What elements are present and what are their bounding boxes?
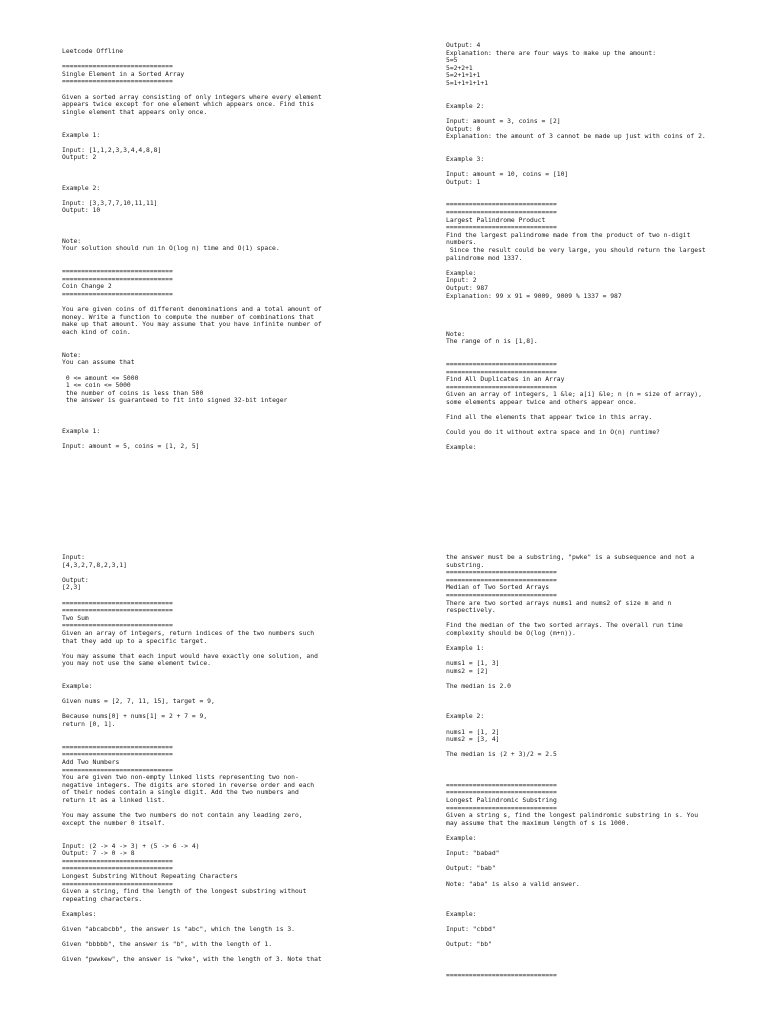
text-line: of their nodes contain a single digit. Add the two numbers and xyxy=(62,789,299,797)
text-line: Given an array of integers, return indices of the two numbers such xyxy=(62,629,315,637)
text-line: You can assume that xyxy=(62,359,135,367)
text-line: Output: 1 xyxy=(446,178,481,186)
text-line: the answer is guaranteed to fit into signed 32-bit integer xyxy=(62,397,288,405)
blank-line xyxy=(446,653,736,661)
separator-line: ============================= xyxy=(446,591,557,599)
blank-line xyxy=(446,638,736,646)
text-line: 5=1+1+1+1+1 xyxy=(446,79,489,87)
blank-line xyxy=(62,736,352,744)
separator-line: ============================= xyxy=(62,622,173,630)
separator-line: ============================= xyxy=(62,63,173,71)
blank-line xyxy=(446,194,736,202)
separator-line: ============================= xyxy=(446,209,557,217)
document-page-3 xyxy=(0,512,384,1024)
text-line: Output: 10 xyxy=(62,207,101,215)
text-line: numbers. xyxy=(446,239,477,247)
text-line: Median of Two Sorted Arrays xyxy=(446,584,550,592)
blank-line xyxy=(62,223,352,231)
text-line: 5=2+2+1 xyxy=(446,64,473,72)
blank-line xyxy=(62,934,352,942)
separator-line: ============================= xyxy=(62,880,173,888)
text-line: Largest Palindrome Product xyxy=(446,216,546,224)
text-line: Example: xyxy=(446,269,477,277)
text-line: Explanation: there are four ways to make up the amount: xyxy=(446,49,657,57)
text-line: nums2 = [3, 4] xyxy=(446,736,500,744)
text-line: may assume that the maximum length of s is 1000. xyxy=(446,819,630,827)
blank-line xyxy=(446,315,736,323)
text-line: return it as a linked list. xyxy=(62,797,166,804)
text-line: Input: amount = 10, coins = [10] xyxy=(446,171,569,179)
blank-line xyxy=(62,805,352,813)
blank-line xyxy=(446,721,736,729)
blank-line xyxy=(446,774,736,782)
blank-line xyxy=(62,162,352,170)
separator-line: ============================= xyxy=(446,368,557,376)
blank-line xyxy=(62,668,352,676)
separator-line: ============================= xyxy=(62,751,173,759)
separator-line: ============================= xyxy=(446,781,557,789)
document-page-4 xyxy=(384,512,768,1024)
blank-line xyxy=(446,919,736,927)
text-line: nums2 = [2] xyxy=(446,667,489,675)
text-line: Output: "bab" xyxy=(446,865,496,873)
text-line: nums1 = [1, 3] xyxy=(446,660,500,668)
text-line: Input: "babad" xyxy=(446,850,500,858)
blank-line xyxy=(62,676,352,684)
blank-line xyxy=(446,903,736,911)
blank-line xyxy=(62,86,352,94)
blank-line xyxy=(62,337,352,345)
blank-line xyxy=(446,164,736,172)
text-line: Since the result could be very large, you should return the largest xyxy=(446,247,706,255)
blank-line xyxy=(62,835,352,843)
text-line: Note: xyxy=(62,351,82,359)
text-line: Example: xyxy=(446,444,477,452)
text-line: The median is (2 + 3)/2 = 2.5 xyxy=(446,751,557,759)
blank-line xyxy=(62,230,352,238)
separator-line: ============================= xyxy=(446,224,557,232)
text-line: 0 <= amount <= 5000 xyxy=(62,374,139,382)
text-line: You are given two non-empty linked lists representing two non- xyxy=(62,774,299,782)
blank-line xyxy=(446,308,736,316)
text-line: Note: xyxy=(62,237,82,245)
text-line: Input: amount = 5, coins = [1, 2, 5] xyxy=(62,442,200,450)
blank-line xyxy=(446,956,736,964)
blank-line xyxy=(446,353,736,361)
separator-line: ============================= xyxy=(62,275,173,283)
separator-line: ============================= xyxy=(62,599,173,607)
text-line: you may not use the same element twice. xyxy=(62,660,211,668)
blank-line xyxy=(446,300,736,308)
blank-line xyxy=(62,367,352,375)
text-line: [4,3,2,7,8,2,3,1] xyxy=(62,561,127,569)
text-line: The range of n is [1,8]. xyxy=(446,338,538,346)
text-line: Input: amount = 3, coins = [2] xyxy=(446,117,561,125)
blank-line xyxy=(446,88,736,96)
text-line: Find the median of the two sorted arrays. The overall run time xyxy=(446,622,683,630)
blank-line xyxy=(446,407,736,415)
blank-line xyxy=(446,323,736,331)
separator-line: ============================= xyxy=(446,971,557,979)
separator-line: ============================= xyxy=(446,804,557,812)
text-line: Input: "cbbd" xyxy=(446,926,496,934)
text-line: Input: [1,1,2,3,3,4,4,8,8] xyxy=(62,146,162,154)
blank-line xyxy=(446,262,736,270)
separator-line: ============================= xyxy=(446,201,557,209)
text-line: Example 1: xyxy=(62,427,101,435)
text-line: [2,3] xyxy=(62,584,82,592)
blank-line xyxy=(446,110,736,118)
blank-line xyxy=(62,569,352,577)
blank-line xyxy=(446,691,736,699)
text-line: You may assume that each input would have exactly one solution, and xyxy=(62,652,318,660)
blank-line xyxy=(62,215,352,223)
text-line: Example 3: xyxy=(446,155,485,163)
blank-line xyxy=(62,116,352,124)
text-line: Note: "aba" is also a valid answer. xyxy=(446,880,580,888)
blank-line xyxy=(62,253,352,261)
text-line: Given a string, find the length of the longest substring without xyxy=(62,888,307,896)
blank-line xyxy=(446,888,736,896)
blank-line xyxy=(62,299,352,307)
text-line: that they add up to a specific target. xyxy=(62,637,208,645)
blank-line xyxy=(446,858,736,866)
text-line: Find all the elements that appear twice in this array. xyxy=(446,414,653,422)
blank-line xyxy=(446,676,736,684)
text-line: Explanation: the amount of 3 cannot be made up just with coins of 2. xyxy=(446,133,706,141)
text-line: Example 2: xyxy=(446,713,485,721)
blank-line xyxy=(62,949,352,957)
separator-line: ============================= xyxy=(446,789,557,797)
text-line: Single Element in a Sorted Array xyxy=(62,70,185,78)
blank-line xyxy=(446,437,736,445)
page-text xyxy=(62,554,352,964)
text-line: Example 2: xyxy=(62,184,101,192)
text-line: Leetcode Offline xyxy=(62,48,124,55)
document-page-1 xyxy=(0,0,384,512)
blank-line xyxy=(62,420,352,428)
text-line: There are two sorted arrays nums1 and nums2 of size m and n xyxy=(446,599,672,607)
blank-line xyxy=(446,873,736,881)
text-line: Could you do it without extra space and in O(n) runtime? xyxy=(446,429,660,437)
blank-line xyxy=(446,949,736,957)
text-line: Coin Change 2 xyxy=(62,283,112,291)
text-line: Find All Duplicates in an Array xyxy=(446,376,565,384)
blank-line xyxy=(446,148,736,156)
blank-line xyxy=(62,592,352,600)
text-line: Example: xyxy=(446,910,477,918)
text-line: Your solution should run in O(log n) time and O(1) space. xyxy=(62,245,280,253)
text-line: Example 1: xyxy=(62,131,101,139)
text-line: substring. xyxy=(446,561,485,569)
text-line: Example 2: xyxy=(446,102,485,110)
text-line: Output: 987 xyxy=(446,285,489,292)
text-line: palindrome mod 1337. xyxy=(446,254,523,262)
separator-line: ============================= xyxy=(62,607,173,615)
text-line: Longest Palindromic Substring xyxy=(446,797,557,804)
blank-line xyxy=(62,192,352,200)
text-line: You may assume the two numbers do not contain any leading zero, xyxy=(62,812,303,820)
text-line: appears twice except for one element which appears once. Find this xyxy=(62,101,315,109)
separator-line: ============================= xyxy=(62,78,173,86)
text-line: single element that appears only once. xyxy=(62,108,208,116)
blank-line xyxy=(446,934,736,942)
text-line: Example: xyxy=(446,834,477,842)
text-line: some elements appear twice and others appear once. xyxy=(446,398,637,406)
blank-line xyxy=(62,827,352,835)
blank-line xyxy=(62,729,352,737)
text-line: Longest Substring Without Repeating Characters xyxy=(62,872,238,880)
blank-line xyxy=(446,706,736,714)
text-line: repeating characters. xyxy=(62,895,143,903)
blank-line xyxy=(446,896,736,904)
blank-line xyxy=(446,346,736,354)
blank-line xyxy=(62,435,352,443)
text-line: Explanation: 99 x 91 = 9009, 9009 % 1337 = 987 xyxy=(446,292,622,300)
separator-line: ============================= xyxy=(62,865,173,873)
text-line: Input: 2 xyxy=(446,277,477,285)
blank-line xyxy=(446,698,736,706)
text-line: Given nums = [2, 7, 11, 15], target = 9, xyxy=(62,698,215,706)
text-line: return [0, 1]. xyxy=(62,721,116,729)
text-line: except the number 0 itself. xyxy=(62,819,166,827)
blank-line xyxy=(62,691,352,699)
text-line: Given "abcabcbb", the answer is "abc", which the length is 3. xyxy=(62,926,295,934)
text-line: Input: [3,3,7,7,10,11,11] xyxy=(62,199,158,207)
blank-line xyxy=(446,843,736,851)
blank-line xyxy=(62,170,352,178)
blank-line xyxy=(62,139,352,147)
text-line: the number of coins is less than 500 xyxy=(62,389,204,397)
text-line: Example 1: xyxy=(446,645,485,653)
text-line: Output: 2 xyxy=(62,154,97,162)
text-line: 5=2+1+1+1 xyxy=(446,72,481,80)
text-line: Note: xyxy=(446,330,466,338)
text-line: Given a sorted array consisting of only integers where every element xyxy=(62,93,322,101)
blank-line xyxy=(62,405,352,413)
blank-line xyxy=(62,919,352,927)
text-line: 1 <= coin <= 5000 xyxy=(62,382,131,390)
blank-line xyxy=(446,95,736,103)
text-line: Given a string s, find the longest palindromic substring in s. You xyxy=(446,812,699,820)
page-text xyxy=(446,42,736,452)
text-line: nums1 = [1, 2] xyxy=(446,728,500,736)
text-line: Input: (2 -> 4 -> 3) + (5 -> 6 -> 4) xyxy=(62,842,200,850)
blank-line xyxy=(62,413,352,421)
text-line: Add Two Numbers xyxy=(62,759,120,767)
blank-line xyxy=(62,903,352,911)
blank-line xyxy=(62,124,352,132)
blank-line xyxy=(446,141,736,149)
separator-line: ============================= xyxy=(446,383,557,391)
text-line: 5=5 xyxy=(446,57,458,65)
text-line: the answer must be a substring, "pwke" is a subsequence and not a xyxy=(446,554,695,561)
text-line: Given "pwwkew", the answer is "wke", with the length of 3. Note that xyxy=(62,956,322,964)
text-line: complexity should be O(log (m+n)). xyxy=(446,629,576,637)
text-line: Find the largest palindrome made from the product of two n-digit xyxy=(446,231,691,239)
text-line: respectively. xyxy=(446,607,496,615)
blank-line xyxy=(62,177,352,185)
text-line: Given "bbbbb", the answer is "b", with the length of 1. xyxy=(62,941,273,949)
text-line: Output: "bb" xyxy=(446,941,492,949)
blank-line xyxy=(62,706,352,714)
page-text xyxy=(62,48,352,450)
blank-line xyxy=(62,261,352,269)
text-line: Output: xyxy=(62,576,89,584)
text-line: You are given coins of different denominations and a total amount of xyxy=(62,306,322,314)
blank-line xyxy=(446,186,736,194)
separator-line: ============================= xyxy=(446,569,557,577)
document-page-2 xyxy=(384,0,768,512)
blank-line xyxy=(446,744,736,752)
separator-line: ============================= xyxy=(62,291,173,298)
separator-line: ============================= xyxy=(62,743,173,751)
separator-line: ============================= xyxy=(446,360,557,368)
text-line: Examples: xyxy=(62,910,97,918)
separator-line: ============================= xyxy=(62,268,173,276)
text-line: The median is 2.0 xyxy=(446,683,511,691)
page-text xyxy=(446,554,736,979)
text-line: Given an array of integers, 1 &le; a[i] &le; n (n = size of array), xyxy=(446,391,702,399)
separator-line: ============================= xyxy=(62,857,173,865)
blank-line xyxy=(446,827,736,835)
blank-line xyxy=(446,615,736,623)
blank-line xyxy=(62,56,352,64)
text-line: Because nums[0] + nums[1] = 2 + 7 = 9, xyxy=(62,713,208,721)
text-line: Output: 4 xyxy=(446,42,481,49)
blank-line xyxy=(62,645,352,653)
text-line: negative integers. The digits are stored in reverse order and each xyxy=(62,781,315,789)
blank-line xyxy=(446,422,736,430)
blank-line xyxy=(446,759,736,767)
blank-line xyxy=(446,767,736,775)
text-line: Output: 0 xyxy=(446,125,481,133)
separator-line: ============================= xyxy=(62,766,173,774)
text-line: make up that amount. You may assume that you have infinite number of xyxy=(62,321,322,329)
blank-line xyxy=(446,964,736,972)
text-line: Output: 7 -> 0 -> 8 xyxy=(62,850,135,858)
text-line: Two Sum xyxy=(62,614,89,622)
text-line: Example: xyxy=(62,683,93,691)
separator-line: ============================= xyxy=(446,576,557,584)
text-line: each kind of coin. xyxy=(62,328,131,336)
text-line: Input: xyxy=(62,554,85,561)
text-line: money. Write a function to compute the number of combinations that xyxy=(62,313,315,321)
blank-line xyxy=(62,344,352,352)
